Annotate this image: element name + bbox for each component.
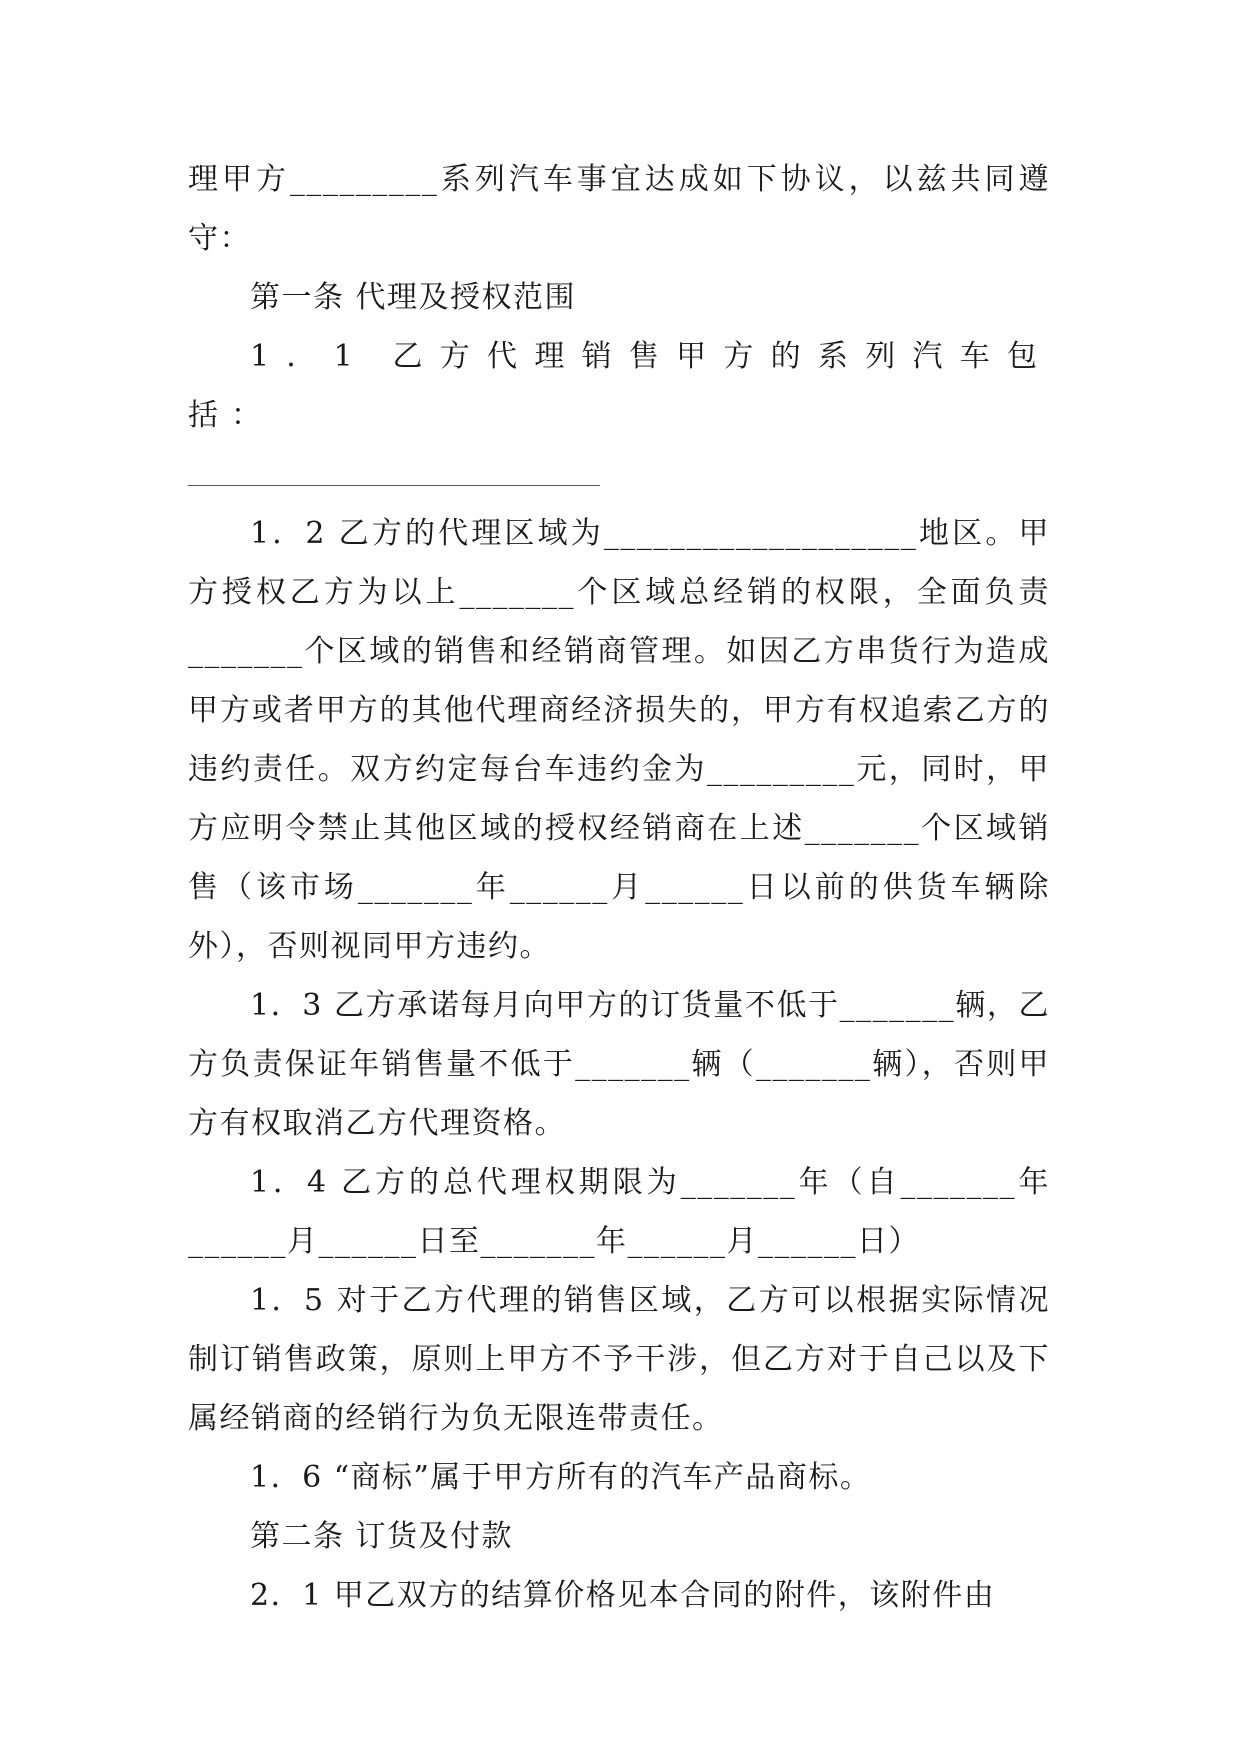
clause-2-1: 2．1 甲乙双方的结算价格见本合同的附件，该附件由 — [250, 1578, 996, 1613]
article-2-heading: 第二条 订货及付款 — [250, 1519, 514, 1554]
blank-underline — [188, 485, 600, 486]
article-1-heading: 第一条 代理及授权范围 — [250, 280, 577, 315]
fill-in-blank-line — [188, 445, 1050, 504]
clause-1-5: 1．5 对于乙方代理的销售区域，乙方可以根据实际情况制订销售政策，原则上甲方不予干涉，但乙方对于自己以及下属经销商的经销行为负无限连带责任。 — [188, 1283, 1050, 1436]
paragraph-agreement-intro: 理甲方_________系列汽车事宜达成如下协议，以兹共同遵守： — [188, 162, 1050, 256]
contract-body — [188, 150, 1050, 1625]
clause-1-2: 1．2 乙方的代理区域为___________________地区。甲方授权乙方为以上_______个区域总经销的权限，全面负责_______个区域的销售和经销商管理。如因乙方串货行为造成甲方或者甲方的其他代理商经济损失的，甲方有权追索乙方的违约责任。双方约定每台车违约金为_________元，同时，甲方应明令禁止其他区域的授权经销商在上述_______个区域销售（该市场_______年______月______日以前的供货车辆除外），否则视同甲方违约。 — [188, 516, 1050, 964]
clause-1-6: 1．6 “商标”属于甲方所有的汽车产品商标。 — [250, 1460, 872, 1495]
clause-1-4: 1．4 乙方的总代理权期限为_______年（自_______年______月______日至_______年______月______日） — [188, 1165, 1050, 1259]
clause-1-3: 1．3 乙方承诺每月向甲方的订货量不低于_______辆，乙方负责保证年销售量不低于_______辆（_______辆），否则甲方有权取消乙方代理资格。 — [188, 988, 1050, 1141]
clause-1-1: 1．1 乙方代理销售甲方的系列汽车包括： — [188, 339, 1050, 433]
